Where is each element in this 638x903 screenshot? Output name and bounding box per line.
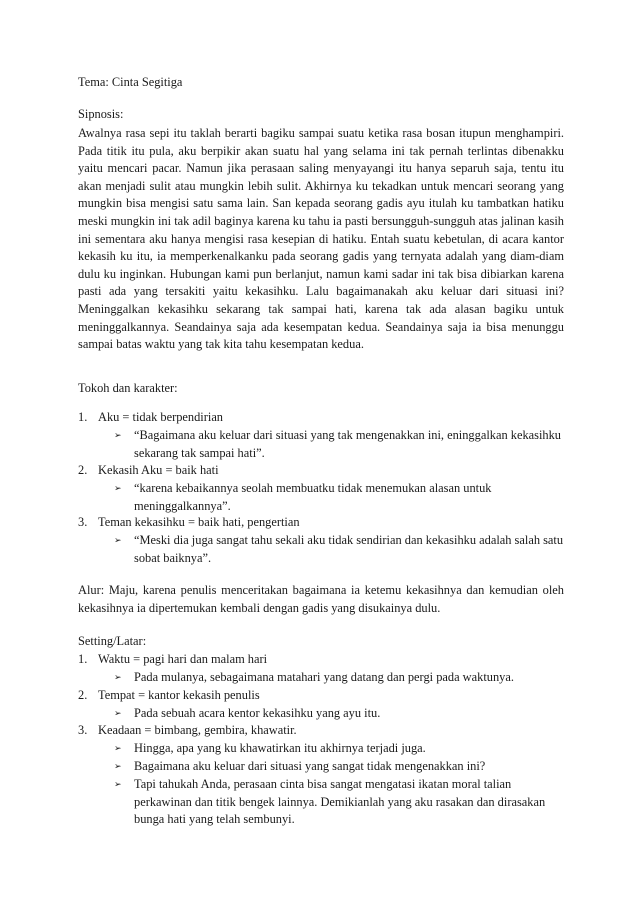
quote-text: “Meski dia juga sangat tahu sekali aku tidak sendirian dan kekasihku adalah salah satu sobat baiknya”. bbox=[134, 533, 564, 565]
character-quote bbox=[114, 532, 564, 567]
setting-label: Waktu = pagi hari dan malam hari bbox=[98, 652, 268, 666]
arrow-bullet-icon: ➢ bbox=[114, 483, 122, 493]
setting-bullet bbox=[114, 705, 564, 723]
character-item bbox=[78, 462, 564, 480]
character-quote bbox=[114, 427, 564, 462]
arrow-bullet-icon: ➢ bbox=[114, 708, 122, 718]
setting-bullet bbox=[114, 669, 564, 687]
list-number: 2. bbox=[78, 463, 88, 477]
list-number: 2. bbox=[78, 688, 88, 702]
arrow-bullet-icon: ➢ bbox=[114, 761, 122, 771]
character-quote bbox=[114, 480, 564, 515]
plot-paragraph: Alur: Maju, karena penulis menceritakan bagaimana ia ketemu kekasihnya dan kemudian oleh kekasihnya ia dipertemukan kembali dengan gadis yang disukainya dulu. bbox=[78, 583, 564, 615]
setting-bullet bbox=[114, 740, 564, 758]
bullet-text: Pada mulanya, sebagaimana matahari yang datang dan pergi pada waktunya. bbox=[134, 670, 514, 684]
synopsis-heading: Sipnosis: bbox=[78, 107, 124, 121]
character-item bbox=[78, 409, 564, 427]
character-label: Aku = tidak berpendirian bbox=[98, 410, 224, 424]
theme-line: Tema: Cinta Segitiga bbox=[78, 75, 183, 89]
character-label: Teman kekasihku = baik hati, pengertian bbox=[98, 515, 300, 529]
list-number: 1. bbox=[78, 652, 88, 666]
arrow-bullet-icon: ➢ bbox=[114, 672, 122, 682]
setting-label: Keadaan = bimbang, gembira, khawatir. bbox=[98, 723, 297, 737]
list-number: 3. bbox=[78, 723, 88, 737]
arrow-bullet-icon: ➢ bbox=[114, 743, 122, 753]
setting-item bbox=[78, 651, 564, 669]
character-item bbox=[78, 514, 564, 532]
synopsis-paragraph: Awalnya rasa sepi itu taklah berarti bagiku sampai suatu ketika rasa bosan itupun menghampiri. Pada titik itu pula, aku berpikir akan suatu hal yang selama ini tak pernah terlintas dibenakku yaitu mencari pacar. Namun jika perasaan saling menyayangi itu hanya separuh saja, tentu itu akan menjadi sulit atau mungkin lebih sulit. Akhirnya ku tekadkan untuk mencari seorang yang mungkin bisa mengisi satu sama lain. San kepada seorang gadis ayu itulah ku tambatkan hatiku meski mungkin ini tak adil baginya karena ku tahu ia pasti bersungguh-sungguh atas jalinan kasih ini sementara aku hanya mengisi rasa kesepian di hatiku. Entah suatu kebetulan, di acara kantor kekasih ku itu, ia memperkenalkanku pada seorang gadis yang ternyata adalah yang diam-diam dulu ku inginkan. Hubungan kami pun berlanjut, namun kami sadar ini tak bisa dibiarkan karena pasti ada yang tersakiti yaitu kekasihku. Lalu bagaimanakah aku keluar dari situasi ini? Meninggalkan kekasihku sekarang tak sampai hati, karena tak ada alasan bagiku untuk meninggalkannya. Seandainya saja ada kesempatan kedua. Seandainya saja ia bisa menunggu sampai batas waktu yang tak kita tahu kesempatan kedua. bbox=[78, 126, 564, 352]
bullet-text: Tapi tahukah Anda, perasaan cinta bisa sangat mengatasi ikatan moral talian perkawinan dan titik bengek lainnya. Demikianlah yang aku rasakan dan dirasakan bunga hati yang telah sembunyi. bbox=[134, 777, 546, 827]
setting-bullet bbox=[114, 758, 564, 776]
list-number: 3. bbox=[78, 515, 88, 529]
bullet-text: Hingga, apa yang ku khawatirkan itu akhirnya terjadi juga. bbox=[134, 741, 426, 755]
setting-bullet bbox=[114, 776, 564, 829]
arrow-bullet-icon: ➢ bbox=[114, 779, 122, 789]
character-label: Kekasih Aku = baik hati bbox=[98, 463, 219, 477]
arrow-bullet-icon: ➢ bbox=[114, 430, 122, 440]
list-number: 1. bbox=[78, 410, 88, 424]
quote-text: “Bagaimana aku keluar dari situasi yang tak mengenakkan ini, eninggalkan kekasihku sekarang tak sampai hati”. bbox=[134, 428, 561, 460]
bullet-text: Pada sebuah acara kentor kekasihku yang ayu itu. bbox=[134, 706, 381, 720]
setting-label: Tempat = kantor kekasih penulis bbox=[98, 688, 260, 702]
characters-heading: Tokoh dan karakter: bbox=[78, 381, 178, 395]
setting-heading: Setting/Latar: bbox=[78, 634, 147, 648]
arrow-bullet-icon: ➢ bbox=[114, 535, 122, 545]
setting-item bbox=[78, 722, 564, 740]
setting-item bbox=[78, 687, 564, 705]
quote-text: “karena kebaikannya seolah membuatku tidak menemukan alasan untuk meninggalkannya”. bbox=[134, 481, 492, 513]
bullet-text: Bagaimana aku keluar dari situasi yang sangat tidak mengenakkan ini? bbox=[134, 759, 486, 773]
